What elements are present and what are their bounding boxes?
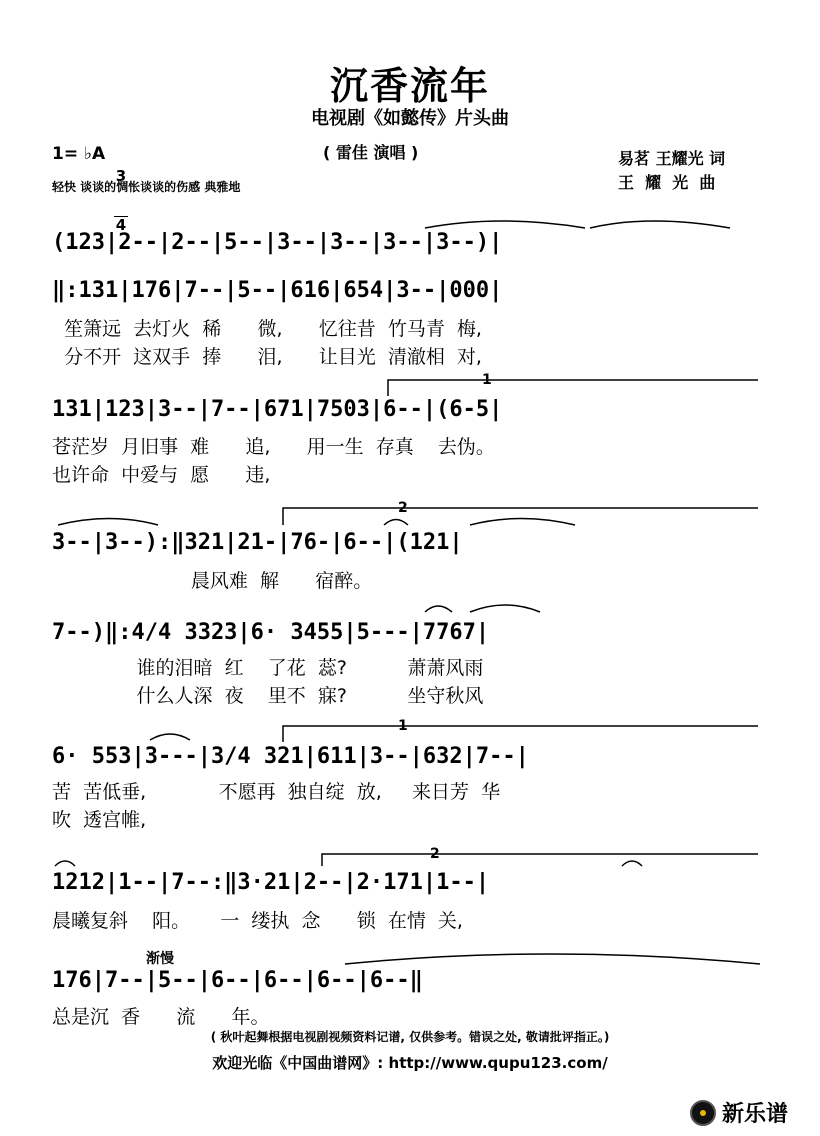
volta-bracket-1 [388, 380, 758, 396]
volta-bracket-2 [283, 508, 758, 525]
notation-line-3: 131|123|3--|7--|671|7503|6--|(6-5| [52, 397, 503, 422]
page-subtitle: 电视剧《如懿传》片头曲 [311, 108, 509, 129]
notation-line-4: 3--|3--):‖321|21-|76-|6--|(121| [52, 530, 463, 555]
lyric-line-2b: 分不开 这双手 捧 泪, 让目光 清澈相 对, [52, 346, 482, 368]
lyric-line-4a: 晨风难 解 宿醉。 [52, 570, 373, 592]
tempo-marking: 轻快 谈谈的惆怅谈谈的伤感 典雅地 [52, 180, 241, 194]
slur-3 [58, 519, 158, 526]
volta-bracket-3 [283, 726, 758, 742]
volta-2-label: 2 [398, 500, 408, 516]
slur-7 [470, 605, 540, 612]
volta-bracket-4 [322, 854, 758, 866]
slur-6 [425, 606, 452, 612]
singer-credit: ( 雷佳 演唱 ) [323, 143, 419, 162]
notation-line-1: (123|2--|2--|5--|3--|3--|3--|3--)| [52, 230, 503, 255]
volta-1-label: 1 [482, 372, 492, 388]
lyricist-credit: 易茗 王耀光 词 [618, 149, 726, 168]
volta-2-label-b: 2 [430, 846, 440, 862]
site-logo-text[interactable]: 新乐谱 [722, 1102, 789, 1127]
lyric-line-7a: 晨曦复斜 阳。 一 缕执 念 锁 在情 关, [52, 910, 463, 932]
notation-line-6: 6· 553|3---|3/4 321|611|3--|632|7--| [52, 744, 529, 769]
slur-2 [590, 221, 730, 228]
lyric-line-3a: 苍茫岁 月旧事 难 追, 用一生 存真 去伪。 [52, 436, 495, 458]
slur-9 [55, 861, 75, 866]
lyric-line-2a: 笙箫远 去灯火 稀 微, 忆往昔 竹马青 梅, [52, 318, 482, 340]
lyric-line-8a: 总是沉 香 流 年。 [52, 1006, 270, 1028]
composer-credit: 王 耀 光 曲 [618, 173, 716, 192]
vinyl-record-icon [690, 1100, 716, 1126]
lyric-line-5a: 谁的泪暗 红 了花 蕊? 萧萧风雨 [52, 657, 484, 679]
website-link[interactable]: 欢迎光临《中国曲谱网》: http://www.qupu123.com/ [212, 1054, 608, 1072]
slur-4 [384, 520, 408, 526]
ritardando-marking: 渐慢 [146, 951, 174, 967]
lyric-line-5b: 什么人深 夜 里不 寐? 坐守秋风 [52, 685, 484, 707]
slur-11 [345, 954, 760, 964]
notation-line-7: 1212|1--|7--:‖3·21|2--|2·171|1--| [52, 870, 490, 895]
transcription-note: ( 秋叶起舞根据电视剧视频资料记谱, 仅供参考。错误之处, 敬请批评指正。) [210, 1030, 610, 1044]
slur-5 [470, 519, 575, 526]
lyric-line-3b: 也许命 中爱与 愿 违, [52, 464, 271, 486]
lyric-line-6a: 苦 苦低垂, 不愿再 独自绽 放, 来日芳 华 [52, 781, 501, 803]
notation-line-8: 176|7--|5--|6--|6--|6--|6--‖ [52, 968, 423, 993]
slur-10 [622, 861, 642, 866]
page-title: 沉香流年 [329, 64, 490, 108]
key-signature: 1= ♭A [52, 144, 106, 164]
lyric-line-6b: 吹 透宫帷, [52, 809, 147, 831]
time-signature-bottom: 4 [115, 216, 127, 234]
slur-1 [425, 221, 585, 228]
slur-8 [150, 734, 190, 740]
notation-line-2: ‖:131|176|7--|5--|616|654|3--|000| [52, 278, 503, 303]
notation-line-5: 7--)‖:4/4 3323|6· 3455|5---|7767| [52, 620, 490, 645]
volta-1-label-b: 1 [398, 718, 408, 734]
time-signature-top: 3 [115, 167, 127, 185]
